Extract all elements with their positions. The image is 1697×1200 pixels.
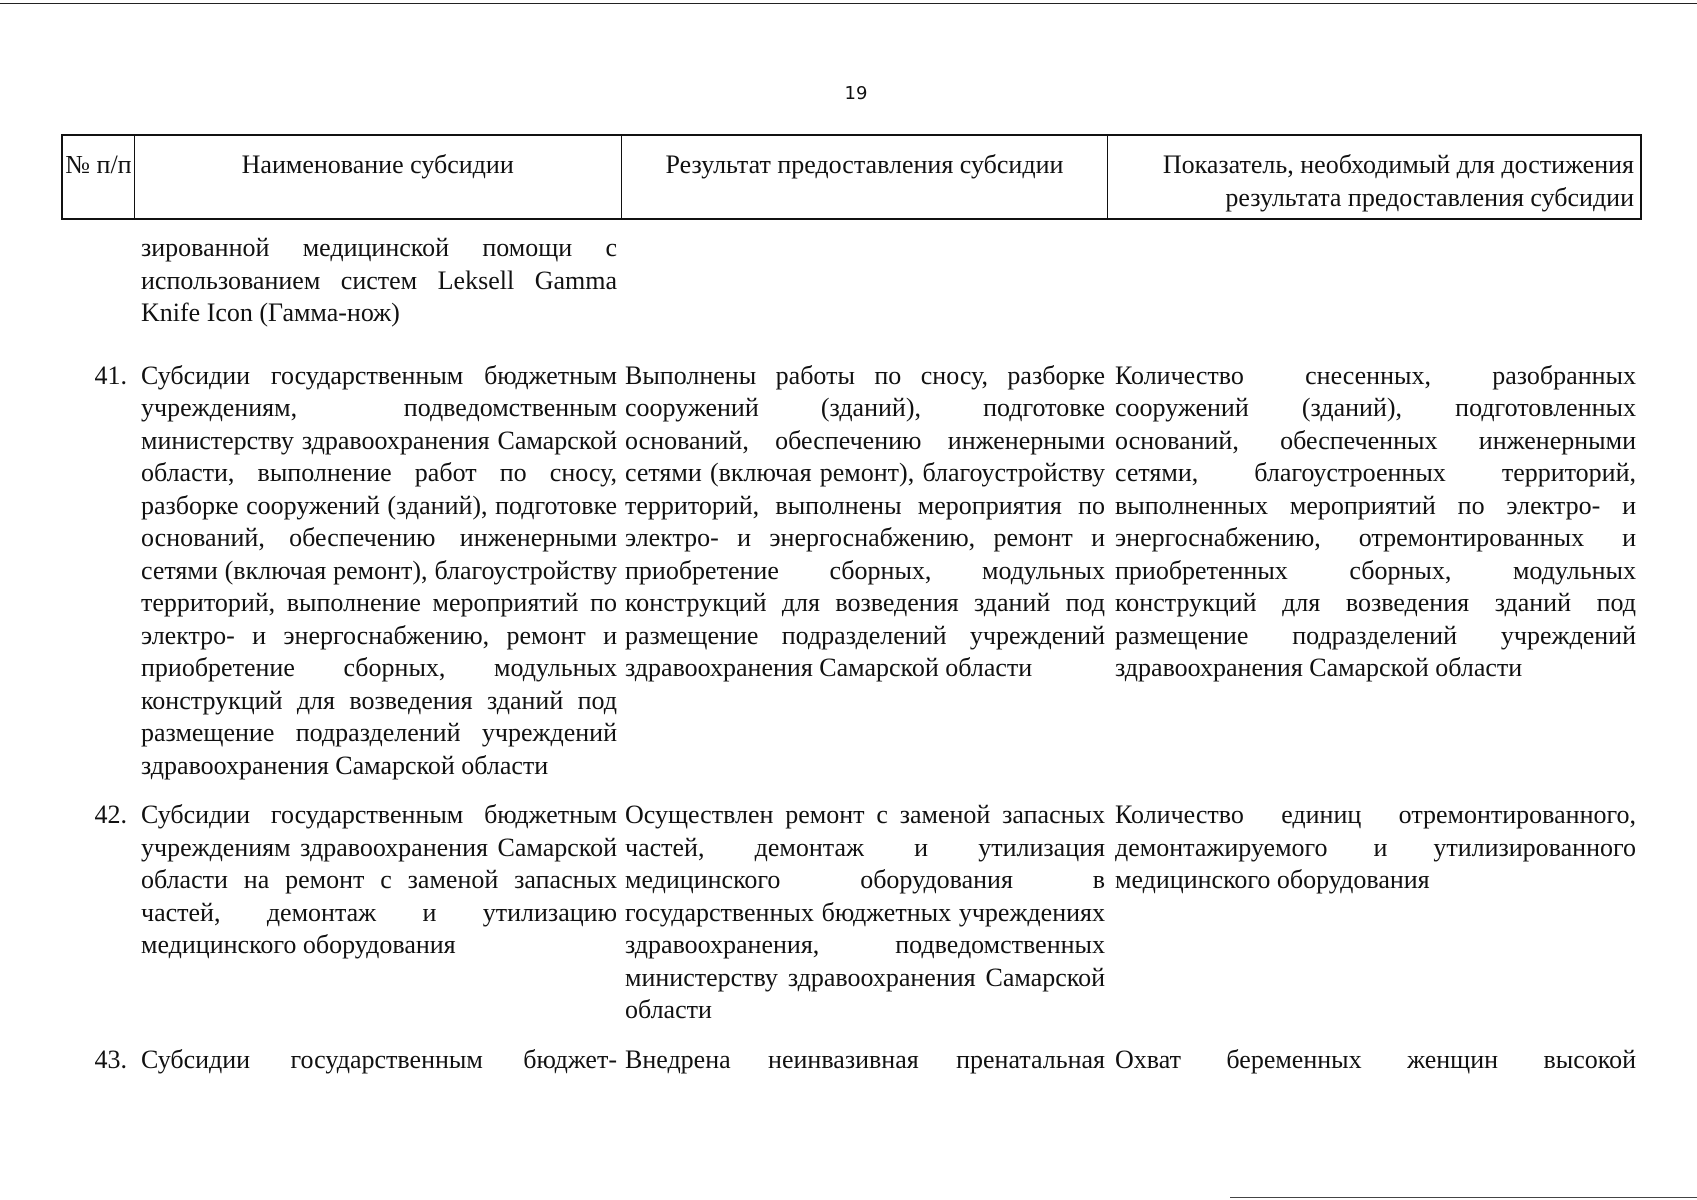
header-indicator: Показатель, необходимый для достижения результата предоставления субсидии <box>1162 150 1634 212</box>
table-body <box>61 232 1642 1093</box>
row-number: 41. <box>94 360 127 390</box>
subsidy-indicator: Охват беременных женщин высокой <box>1115 1044 1636 1074</box>
subsidy-name: Субсидии государственным бюджетным учреждениям здравоохранения Самарской области на ремонт с заменой запасных частей, демонтаж и утилизацию медицинского оборудования <box>141 800 617 959</box>
row-number: 42. <box>94 800 127 829</box>
subsidy-indicator: Количество единиц отремонтированного, демонтажируемого и утилизированного медицинского оборудования <box>1115 800 1636 894</box>
top-border-line <box>0 3 1697 4</box>
subsidy-result: Внедрена неинвазивная пренатальная <box>625 1044 1105 1074</box>
table-row <box>61 799 1642 1027</box>
header-subsidy-result: Результат предоставления субсидии <box>622 136 1109 218</box>
table-header <box>61 134 1642 220</box>
bottom-border-line <box>1230 1197 1697 1198</box>
page-number: 19 <box>844 83 868 104</box>
table-row <box>61 360 1642 783</box>
subsidy-name: Субсидии государственным бюджет- <box>141 1044 617 1074</box>
subsidy-result: Выполнены работы по сносу, разборке сооружений (зданий), подготовке оснований, обеспечению инженерными сетями (включая ремонт), благоустройству территорий, выполнены мероприятия по электро- и энергоснабжению, ремонт и приобретение сборных, модульных конструкций для возведения зданий под размещение подразделений учреждений здравоохранения Самарской области <box>625 360 1105 682</box>
continuation-text: зированной медицинской помощи с использованием систем Leksell Gamma Knife Icon (Гамма-нож) <box>141 233 617 327</box>
subsidy-result: Осуществлен ремонт с заменой запасных частей, демонтаж и утилизация медицинского оборудования в государственных бюджетных учреждениях здравоохранения, подведомственных министерству здравоохранения Самарской области <box>625 800 1105 1024</box>
subsidy-indicator: Количество снесенных, разобранных сооружений (зданий), подготовленных оснований, обеспеченных инженерными сетями, благоустроенных территорий, выполненных мероприятий по электро- и энергоснабжению, отремонтированных и приобретенных сборных, модульных конструкций для возведения зданий под размещение подразделений учреждений здравоохранения Самарской области <box>1115 360 1636 682</box>
subsidy-name: Субсидии государственным бюджетным учреждениям, подведомственным министерству здравоохранения Самарской области, выполнение работ по сносу, разборке сооружений (зданий), подготовке оснований, обеспечению инженерными сетями (включая ремонт), благоустройству территорий, выполнение мероприятий по электро- и энергоснабжению, ремонт и приобретение сборных, модульных конструкций для возведения зданий под размещение подразделений учреждений здравоохранения Самарской области <box>141 360 617 780</box>
header-number: № п/п <box>63 136 135 218</box>
header-subsidy-name: Наименование субсидии <box>135 136 622 218</box>
table-row <box>61 1044 1642 1077</box>
row-number: 43. <box>94 1044 127 1074</box>
